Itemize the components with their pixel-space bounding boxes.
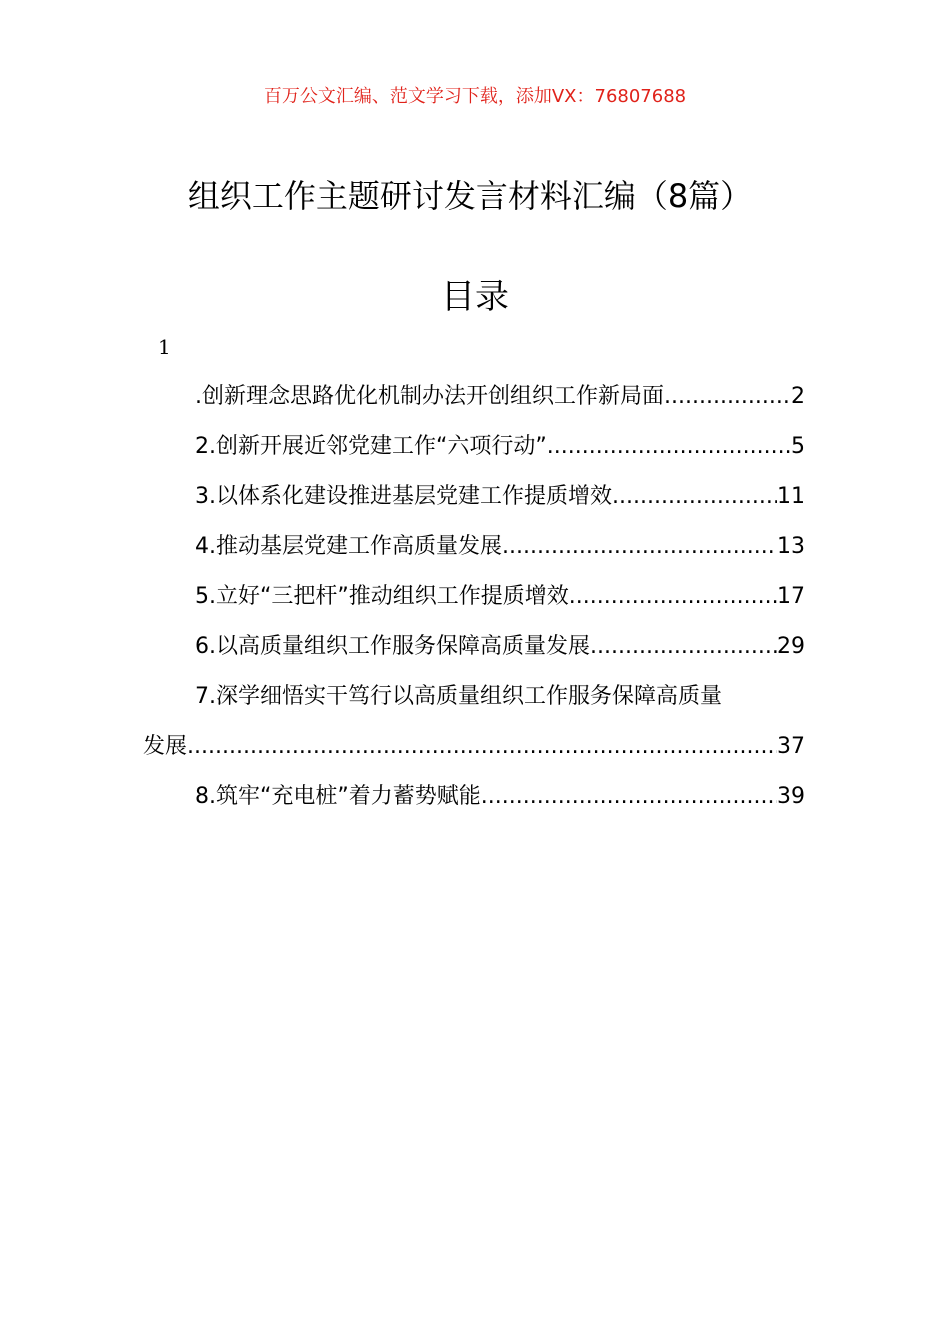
- toc-item-text: 5.立好“三把杆”推动组织工作提质增效: [195, 584, 569, 609]
- page-marker: 1: [158, 335, 171, 359]
- header-note: 百万公文汇编、范文学习下载，添加VX：76807688: [263, 86, 687, 107]
- toc-item-text: .创新理念思路优化机制办法开创组织工作新局面: [195, 384, 664, 409]
- toc-item-7[interactable]: [0, 672, 950, 722]
- toc-item-3[interactable]: [0, 472, 950, 522]
- toc-item-page: 11: [777, 484, 805, 509]
- toc-item-page: 37: [777, 734, 805, 759]
- toc-item-page: 2: [791, 384, 805, 409]
- document-title: 组织工作主题研讨发言材料汇编（8篇）: [187, 177, 753, 215]
- toc-item-7-continued[interactable]: [0, 722, 950, 772]
- toc-item-1[interactable]: [0, 372, 950, 422]
- toc-item-page: 13: [777, 534, 805, 559]
- toc-item-text: 6.以高质量组织工作服务保障高质量发展: [195, 634, 590, 659]
- toc-item-5[interactable]: [0, 572, 950, 622]
- toc-leader-dots: [547, 422, 791, 472]
- toc-leader-dots: [569, 572, 777, 622]
- toc-item-text: 7.深学细悟实干笃行以高质量组织工作服务保障高质量: [195, 684, 722, 709]
- toc-leader-dots: [187, 722, 777, 772]
- toc-item-page: 29: [777, 634, 805, 659]
- toc-item-text: 8.筑牢“充电桩”着力蓄势赋能: [195, 784, 481, 809]
- toc-leader-dots: [612, 472, 777, 522]
- toc-item-4[interactable]: [0, 522, 950, 572]
- toc-item-8[interactable]: [0, 772, 950, 822]
- toc-item-text: 4.推动基层党建工作高质量发展: [195, 534, 502, 559]
- toc-leader-dots: [481, 772, 777, 822]
- toc-leader-dots: [502, 522, 777, 572]
- toc-item-6[interactable]: [0, 622, 950, 672]
- toc-item-page: 5: [791, 434, 805, 459]
- toc-leader-dots: [590, 622, 777, 672]
- toc-item-text-continued: 发展: [143, 734, 188, 759]
- toc-item-2[interactable]: [0, 422, 950, 472]
- toc-item-page: 17: [777, 584, 805, 609]
- toc-heading: 目录: [441, 277, 509, 317]
- toc-item-page: 39: [777, 784, 805, 809]
- toc-item-text: 2.创新开展近邻党建工作“六项行动”: [195, 434, 547, 459]
- toc-leader-dots: [664, 372, 791, 422]
- toc-item-text: 3.以体系化建设推进基层党建工作提质增效: [195, 484, 612, 509]
